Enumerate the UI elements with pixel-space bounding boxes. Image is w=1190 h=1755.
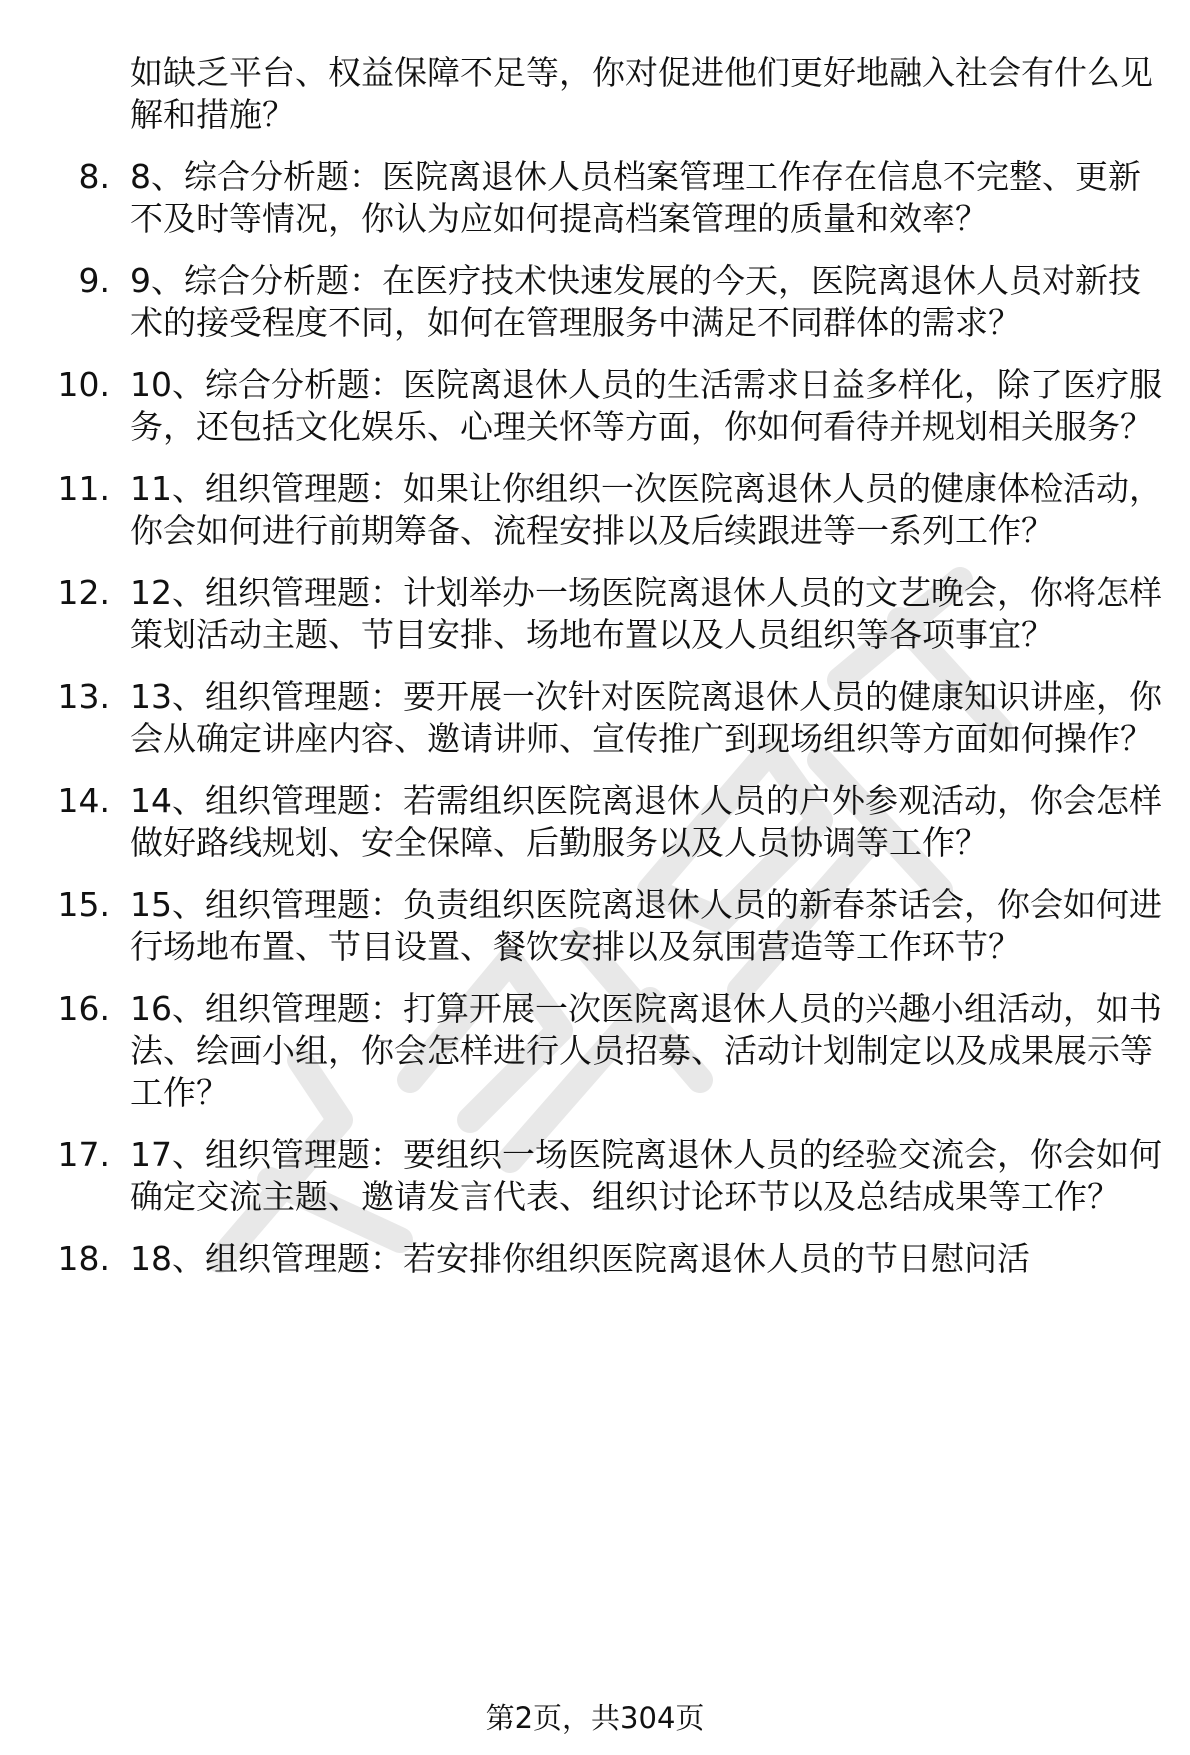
page-footer: [0, 1700, 1190, 1736]
document-body: [0, 52, 1190, 1280]
list-item: [0, 260, 1170, 344]
item-text: 12、组织管理题：计划举办一场医院离退休人员的文艺晚会，你将怎样策划活动主题、节目安排、场地布置以及人员组织等各项事宜？: [130, 573, 1162, 654]
list-item: [0, 468, 1170, 552]
item-text: 17、组织管理题：要组织一场医院离退休人员的经验交流会，你会如何确定交流主题、邀请发言代表、组织讨论环节以及总结成果等工作？: [130, 1135, 1162, 1216]
list-item: [0, 1238, 1170, 1280]
list-item: [0, 780, 1170, 864]
item-number: 13.: [57, 677, 110, 716]
item-text: 11、组织管理题：如果让你组织一次医院离退休人员的健康体检活动，你会如何进行前期筹备、流程安排以及后续跟进等一系列工作？: [130, 469, 1162, 550]
page-number-label: 第2页，共304页: [485, 1701, 705, 1735]
item-text: 15、组织管理题：负责组织医院离退休人员的新春茶话会，你会如何进行场地布置、节目设置、餐饮安排以及氛围营造等工作环节？: [130, 885, 1162, 966]
list-item: [0, 884, 1170, 968]
item-text: 13、组织管理题：要开展一次针对医院离退休人员的健康知识讲座，你会从确定讲座内容、邀请讲师、宣传推广到现场组织等方面如何操作？: [130, 677, 1162, 758]
item-text: 8、综合分析题：医院离退休人员档案管理工作存在信息不完整、更新不及时等情况，你认为应如何提高档案管理的质量和效率？: [130, 157, 1141, 238]
item-number: 9.: [78, 261, 110, 300]
item-number: 10.: [57, 365, 110, 404]
list-item: [0, 364, 1170, 448]
item-text: 16、组织管理题：打算开展一次医院离退休人员的兴趣小组活动，如书法、绘画小组，你会怎样进行人员招募、活动计划制定以及成果展示等工作？: [130, 989, 1162, 1112]
item-number: 14.: [57, 781, 110, 820]
item-number: 18.: [57, 1239, 110, 1278]
item-number: 16.: [57, 989, 110, 1028]
item-number: 8.: [78, 157, 110, 196]
item-text: 9、综合分析题：在医疗技术快速发展的今天，医院离退休人员对新技术的接受程度不同，如何在管理服务中满足不同群体的需求？: [130, 261, 1141, 342]
list-item: [0, 988, 1170, 1114]
question-list: [0, 156, 1190, 1280]
continued-question-text: 如缺乏平台、权益保障不足等，你对促进他们更好地融入社会有什么见解和措施？: [130, 53, 1153, 134]
item-text: 14、组织管理题：若需组织医院离退休人员的户外参观活动，你会怎样做好路线规划、安全保障、后勤服务以及人员协调等工作？: [130, 781, 1162, 862]
item-number: 17.: [57, 1135, 110, 1174]
list-item: [0, 1134, 1170, 1218]
item-number: 15.: [57, 885, 110, 924]
item-text: 18、组织管理题：若安排你组织医院离退休人员的节日慰问活: [130, 1239, 1030, 1278]
item-number: 12.: [57, 573, 110, 612]
list-item: [0, 572, 1170, 656]
item-number: 11.: [57, 469, 110, 508]
list-item: [0, 676, 1170, 760]
list-item: [0, 156, 1170, 240]
item-text: 10、综合分析题：医院离退休人员的生活需求日益多样化，除了医疗服务，还包括文化娱乐、心理关怀等方面，你如何看待并规划相关服务？: [130, 365, 1162, 446]
